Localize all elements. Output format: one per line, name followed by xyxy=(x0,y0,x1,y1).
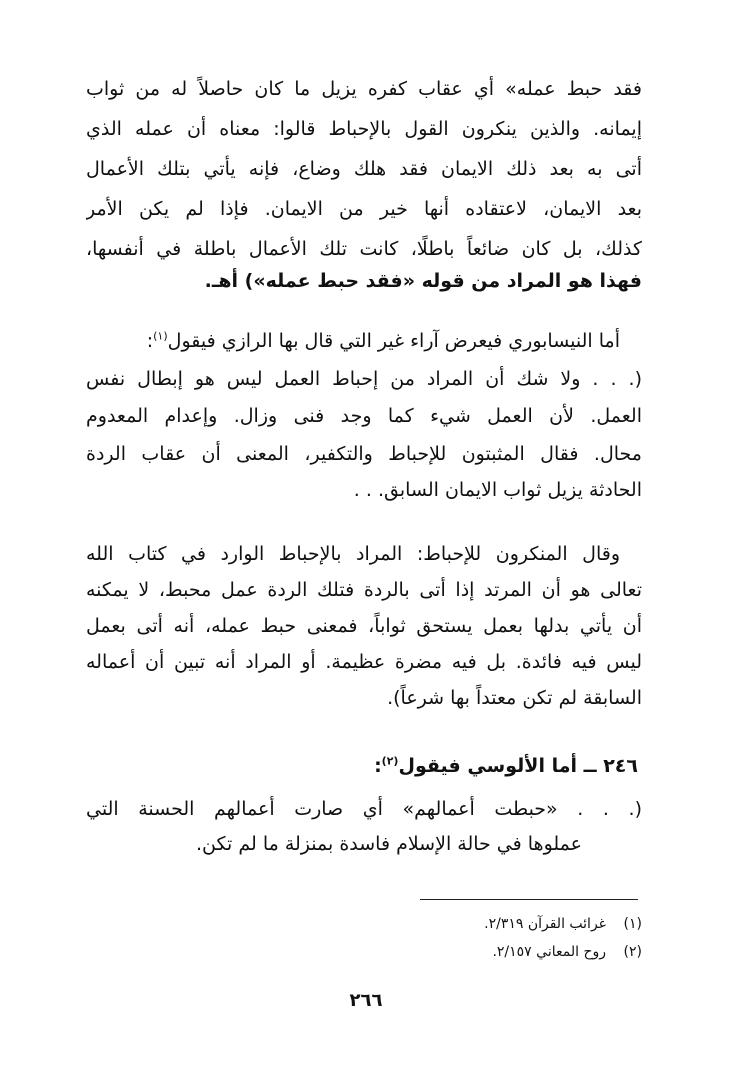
text-line: فهذا هو المراد من قوله «فقد حبط عمله») أهـ. xyxy=(204,270,642,292)
footnote-text: روح المعاني ٢/١٥٧. xyxy=(492,944,606,960)
footnote-text: غرائب القرآن ٢/٣١٩. xyxy=(484,916,606,932)
text-line: السابقة لم تكن معتداً بها شرعاً). xyxy=(387,687,642,709)
footnote-ref-1[interactable]: (١) xyxy=(153,329,168,343)
section-heading-text: ٢٤٦ ــ أما الألوسي فيقول xyxy=(398,755,638,777)
text-line-intro xyxy=(86,326,620,356)
intro-text: أما النيسابوري فيعرض آراء غير التي قال بها الرازي فيقول xyxy=(167,330,620,352)
text-line: كذلك، بل كان ضائعاً باطلًا، كانت تلك الأعمال باطلة في أنفسها، xyxy=(86,238,642,260)
footnote-ref-2[interactable]: (٢) xyxy=(381,754,399,768)
footnote-2 xyxy=(492,941,642,963)
text-line: عملوها في حالة الإسلام فاسدة بمنزلة ما لم تكن. xyxy=(196,833,582,855)
section-heading-colon: : xyxy=(374,755,382,777)
text-line: تعالى هو أن المرتد إذا أتى بالردة فتلك الردة عمل محبط، لا يمكنه xyxy=(86,579,642,601)
text-line: بعد الايمان، لاعتقاده أنها خير من الايمان. فإذا لم يكن الأمر xyxy=(86,198,642,220)
section-heading xyxy=(86,751,638,781)
text-line: أتى به بعد ذلك الايمان فقد هلك وضاع، فإنه يأتي بتلك الأعمال xyxy=(86,158,642,180)
footnote-number: (١) xyxy=(623,916,642,932)
text-line: وقال المنكرون للإحباط: المراد بالإحباط الوارد في كتاب الله xyxy=(86,543,620,565)
text-line: ليس فيه فائدة. بل فيه مضرة عظيمة. أو المراد أنه تبين أن أعماله xyxy=(86,651,642,673)
text-line: أن يأتي بدلها بعمل يستحق ثواباً، فمعنى حبط عمله، أنه أتى بعمل xyxy=(86,615,642,637)
text-line: فقد حبط عمله» أي عقاب كفره يزيل ما كان حاصلاً له من ثواب xyxy=(86,78,642,100)
text-line: محال. فقال المثبتون للإحباط والتكفير، المعنى أن عقاب الردة xyxy=(86,443,642,465)
text-line: الحادثة يزيل ثواب الايمان السابق. . . xyxy=(353,479,642,501)
footnote-1 xyxy=(484,913,642,935)
page-number: ٢٦٦ xyxy=(349,990,383,1011)
text-line: (. . . «حبطت أعمالهم» أي صارت أعمالهم الحسنة التي xyxy=(86,798,642,820)
footnote-divider xyxy=(420,899,638,900)
footnote-number: (٢) xyxy=(623,944,642,960)
text-line: العمل. لأن العمل شيء كما وجد فنى وزال. وإعدام المعدوم xyxy=(86,405,642,427)
text-line: إيمانه. والذين ينكرون القول بالإحباط قالوا: معناه أن عمله الذي xyxy=(86,118,642,140)
text-line: (. . . ولا شك أن المراد من إحباط العمل ليس هو إبطال نفس xyxy=(86,368,642,390)
intro-colon: : xyxy=(146,330,154,352)
